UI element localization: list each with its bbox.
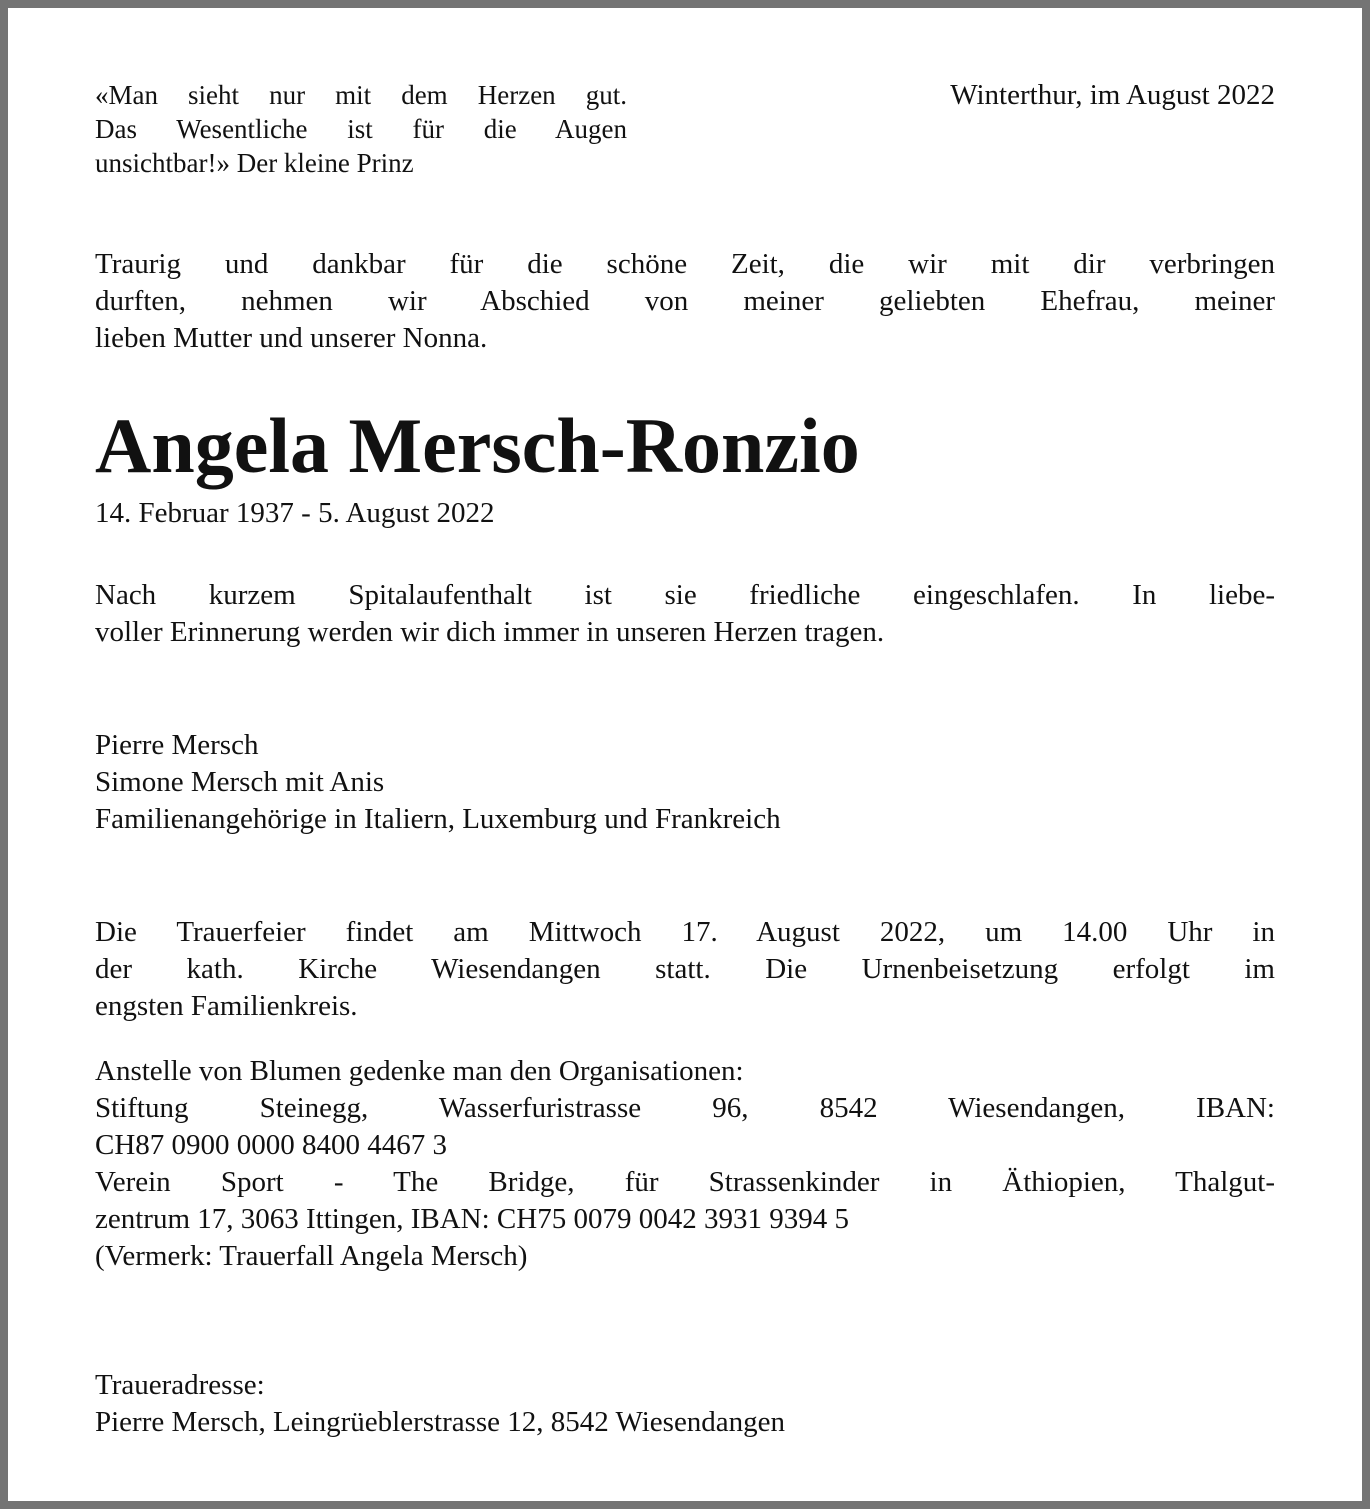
text-line: Traurig und dankbar für die schöne Zeit, die wir mit dir verbringen (95, 248, 1275, 280)
text-line: CH87 0900 0000 8400 4467 3 (95, 1129, 448, 1161)
epigraph-quote (95, 78, 627, 180)
mourning-address-section (95, 1367, 1275, 1441)
text-line: Verein Sport - The Bridge, für Strassenkinder in Äthiopien, Thalgut- (95, 1166, 1275, 1198)
text-line: Die Trauerfeier findet am Mittwoch 17. August 2022, um 14.00 Uhr in (95, 916, 1275, 948)
mourning-address-label: Traueradresse: (95, 1369, 265, 1401)
life-dates: 14. Februar 1937 - 5. August 2022 (95, 497, 495, 529)
text-line: engsten Familienkreis. (95, 990, 358, 1022)
mourners-list (95, 727, 1275, 838)
donations-section (95, 1053, 1275, 1275)
message-paragraph (95, 577, 1275, 651)
text-line: durften, nehmen wir Abschied von meiner geliebten Ehefrau, meiner (95, 285, 1275, 317)
service-paragraph (95, 914, 1275, 1025)
text-line: Familienangehörige in Italiern, Luxemburg und Frankreich (95, 803, 781, 835)
text-line: zentrum 17, 3063 Ittingen, IBAN: CH75 0079 0042 3931 9394 5 (95, 1203, 849, 1235)
donations-reference-note: (Vermerk: Trauerfall Angela Mersch) (95, 1240, 528, 1272)
donation-org-the-bridge (95, 1164, 1275, 1238)
deceased-name: Angela Mersch-Ronzio (95, 402, 860, 489)
donations-intro: Anstelle von Blumen gedenke man den Organisationen: (95, 1055, 744, 1087)
header-row (95, 78, 1275, 180)
text-line: Nach kurzem Spitalaufenthalt ist sie friedliche eingeschlafen. In liebe- (95, 579, 1275, 611)
mourning-address-value: Pierre Mersch, Leingrüeblerstrasse 12, 8542 Wiesendangen (95, 1406, 786, 1438)
text-line: «Man sieht nur mit dem Herzen gut. (95, 80, 627, 110)
text-line: unsichtbar!» Der kleine Prinz (95, 148, 414, 178)
text-line: Stiftung Steinegg, Wasserfuristrasse 96, 8542 Wiesendangen, IBAN: (95, 1092, 1275, 1124)
text-line: lieben Mutter und unserer Nonna. (95, 322, 488, 354)
text-line: Pierre Mersch (95, 729, 259, 761)
text-line: voller Erinnerung werden wir dich immer in unseren Herzen tragen. (95, 616, 885, 648)
text-line: der kath. Kirche Wiesendangen statt. Die Urnenbeisetzung erfolgt im (95, 953, 1275, 985)
text-line: Das Wesentliche ist für die Augen (95, 114, 627, 144)
text-line: Simone Mersch mit Anis (95, 766, 385, 798)
place-and-date: Winterthur, im August 2022 (950, 79, 1275, 111)
intro-paragraph (95, 246, 1275, 357)
donation-org-steinegg (95, 1090, 1275, 1164)
